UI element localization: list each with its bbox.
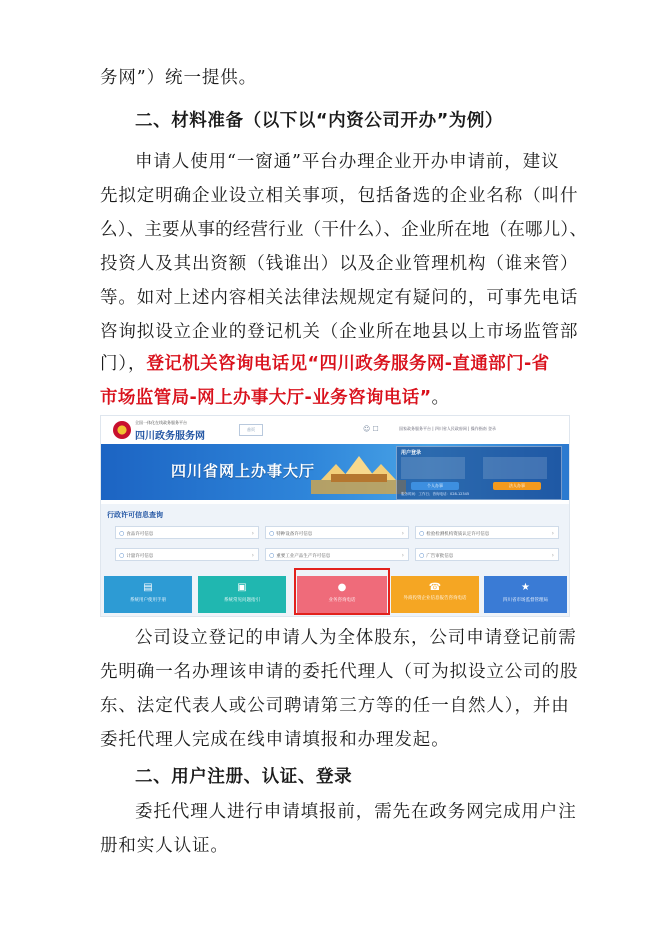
chevron-right-icon: › (401, 530, 404, 537)
search-icon: ○ (269, 552, 275, 559)
tile-market-regulation-bureau (484, 576, 567, 613)
query-item-label: 广告审批信息 (426, 554, 454, 559)
search-icon: ○ (419, 530, 425, 537)
paragraph-line: 东、法定代表人或公司聘请第三方等的任一自然人），并由 (100, 696, 570, 716)
query-item-label: 计量许可信息 (126, 554, 154, 559)
query-item-label: 重要工业产品生产许可信息 (276, 554, 331, 559)
chevron-right-icon: › (401, 552, 404, 559)
query-item-label: 食品许可信息 (126, 532, 154, 537)
tile-label: 四川省市场监督管理局 (503, 598, 548, 603)
query-item-label: 特种设备许可信息 (276, 532, 313, 537)
query-item (115, 548, 259, 561)
query-item (415, 548, 559, 561)
login-title: 用户登录 (401, 450, 422, 456)
highlighted-phone-note: 市场监管局-网上办事大厅-业务咨询电话” (100, 388, 432, 408)
paragraph-line: 委托代理人进行申请填报前，需先在政务网完成用户注 (135, 802, 577, 822)
paragraph-line: 申请人使用“一窗通”平台办理企业开办申请前，建议 (135, 152, 560, 172)
banner-building-icon (311, 450, 406, 494)
paragraph-continuation: 务网”）统一提供。 (100, 68, 258, 88)
paragraph-line: 公司设立登记的申请人为全体股东，公司申请登记前需 (135, 628, 577, 648)
paragraph-line: 先明确一名办理该申请的委托代理人（可为拟设立公司的股 (100, 662, 579, 682)
portal-logo-subtitle: 全国一体化在线政务服务平台 (135, 420, 187, 425)
corp-login-button: 法人办事 (493, 482, 541, 490)
tile-label: 系统用户使用手册 (130, 598, 166, 603)
portal-topbar (101, 416, 569, 444)
login-option-personal-box (401, 457, 465, 479)
paragraph-line: 投资人及其出资额（钱谁出）以及企业管理机构（谁来管） (100, 254, 579, 274)
paragraph-line: 先拟定明确企业设立相关事项，包括备选的企业名称（叫什 (100, 186, 579, 206)
chevron-right-icon: › (251, 530, 254, 537)
chevron-right-icon: › (551, 552, 554, 559)
login-panel (396, 446, 562, 500)
image-icon: ▣ (237, 582, 247, 593)
tile-foreign-report-phone (391, 576, 479, 613)
paragraph-line-mixed (100, 352, 566, 376)
star-icon: ★ (521, 582, 530, 593)
paragraph-text: 门）， (100, 354, 147, 374)
home-tab: 首页 (239, 424, 263, 436)
search-icon: ○ (119, 530, 125, 537)
portal-logo-title: 四川政务服务网 (135, 431, 205, 442)
section-heading-registration: 二、用户注册、认证、登录 (135, 767, 353, 787)
section-heading-materials: 二、材料准备（以下以“内资公司开办”为例） (135, 111, 504, 131)
user-icon: ● (337, 582, 347, 593)
chevron-right-icon: › (251, 552, 254, 559)
tile-label: 业务咨询电话 (328, 598, 356, 603)
query-item-label: 检验检测机构资质认定许可信息 (426, 532, 490, 537)
banner-title: 四川省网上办事大厅 (171, 462, 316, 480)
search-icon: ○ (119, 552, 125, 559)
paragraph-line: 册和实人认证。 (100, 836, 229, 856)
personal-login-button: 个人办事 (411, 482, 459, 490)
paragraph-line: 么）、主要从事的经营行业（干什么）、企业所在地（在哪儿）、 (100, 220, 588, 240)
tile-label: 外商投资企业信息报告咨询电话 (403, 596, 467, 601)
document-icon: ▤ (143, 582, 153, 593)
login-option-corp-box (483, 457, 547, 479)
tile-faq-guide (198, 576, 286, 613)
phone-icon: ☎ (428, 582, 442, 593)
national-emblem-icon (113, 421, 131, 439)
tile-user-manual (104, 576, 192, 613)
paragraph-line-mixed (100, 386, 566, 410)
search-icon: ○ (419, 552, 425, 559)
query-item (265, 526, 409, 539)
query-item (265, 548, 409, 561)
chevron-right-icon: › (551, 530, 554, 537)
highlighted-phone-note: 登记机关咨询电话见“四川政务服务网-直通部门-省 (146, 354, 550, 374)
portal-top-links: 国家政务服务平台 | 四川省人民政府网 | 操作指南 登录 (399, 426, 497, 431)
paragraph-line: 等。如对上述内容相关法律法规规定有疑问的，可事先电话 (100, 288, 579, 308)
query-item (415, 526, 559, 539)
paragraph-text: 。 (431, 388, 450, 408)
portal-screenshot-figure (100, 415, 570, 617)
paragraph-line: 咨询拟设立企业的登记机关（企业所在地县以上市场监管部 (100, 322, 579, 342)
highlight-box (294, 568, 390, 615)
login-service-note: 服务时间：工作日；咨询电话：028-12345 (401, 492, 470, 496)
query-item (115, 526, 259, 539)
portal-toolbar-icons: ☺ ☐ (363, 425, 379, 433)
license-query-title: 行政许可信息查询 (107, 511, 163, 519)
tile-label: 系统常见问题指引 (224, 598, 260, 603)
paragraph-line: 委托代理人完成在线申请填报和办理发起。 (100, 730, 450, 750)
search-icon: ○ (269, 530, 275, 537)
